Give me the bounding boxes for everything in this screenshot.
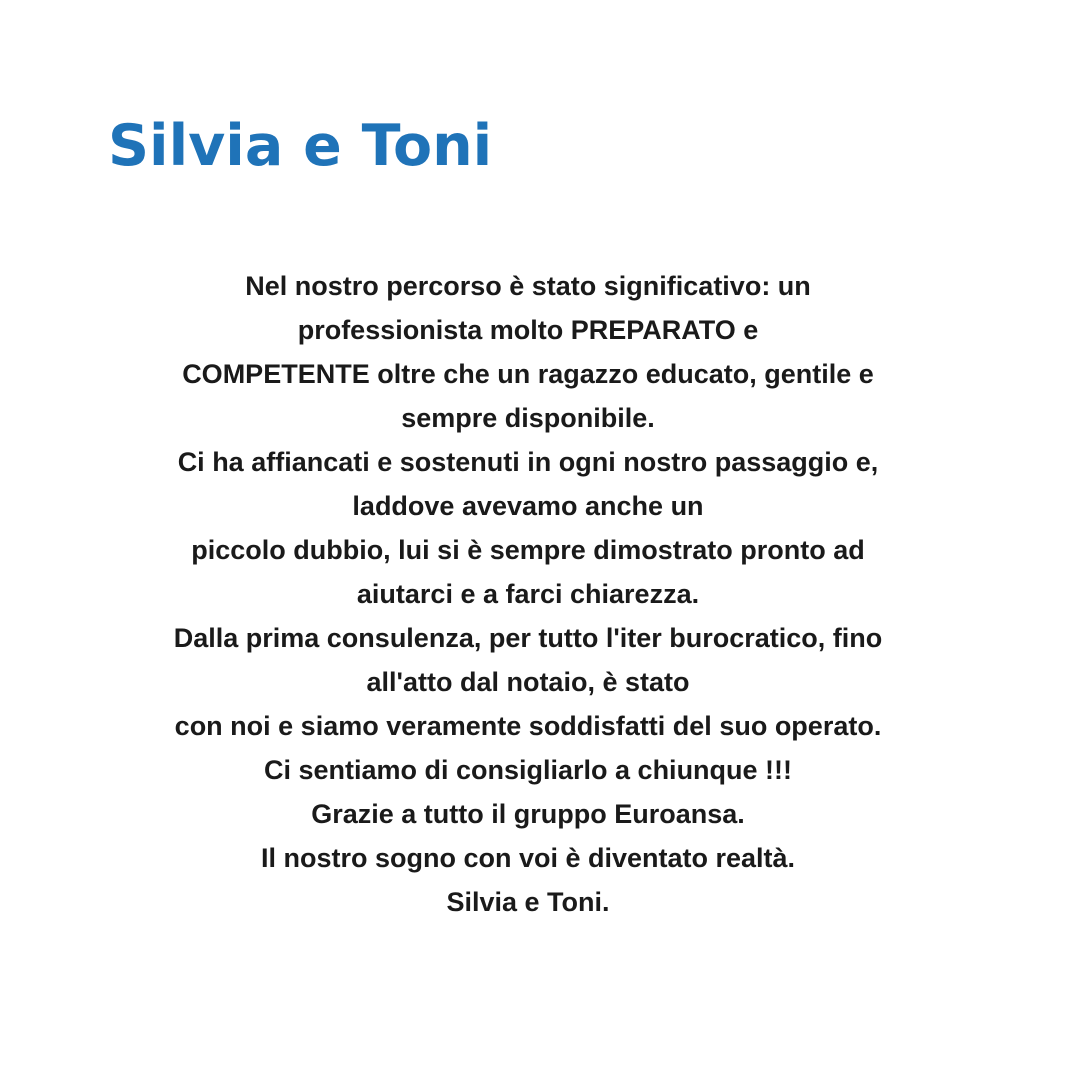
testimonial-line: all'atto dal notaio, è stato — [366, 667, 690, 697]
testimonial-line: con noi e siamo veramente soddisfatti del suo operato. — [174, 711, 882, 741]
testimonial-line: piccolo dubbio, lui si è sempre dimostrato pronto ad — [191, 535, 865, 565]
testimonial-line: COMPETENTE oltre che un ragazzo educato, gentile e — [182, 359, 874, 389]
testimonial-line: Ci ha affiancati e sostenuti in ogni nostro passaggio e, — [177, 447, 879, 477]
testimonial-line: laddove avevamo anche un — [352, 491, 704, 521]
testimonial-text — [88, 264, 968, 924]
testimonial-line: Ci sentiamo di consigliarlo a chiunque !!! — [263, 755, 793, 785]
testimonial-line: Nel nostro percorso è stato significativo: un — [245, 271, 811, 301]
testimonial-line: Il nostro sogno con voi è diventato realtà. — [260, 843, 796, 873]
testimonial-line: aiutarci e a farci chiarezza. — [356, 579, 700, 609]
page-title: Silvia e Toni — [108, 113, 493, 179]
testimonial-line: professionista molto PREPARATO e — [297, 315, 759, 345]
testimonial-line: sempre disponibile. — [401, 403, 655, 433]
testimonial-line: Grazie a tutto il gruppo Euroansa. — [311, 799, 745, 829]
testimonial-line: Dalla prima consulenza, per tutto l'iter burocratico, fino — [173, 623, 883, 653]
testimonial-signature: Silvia e Toni. — [446, 887, 610, 917]
